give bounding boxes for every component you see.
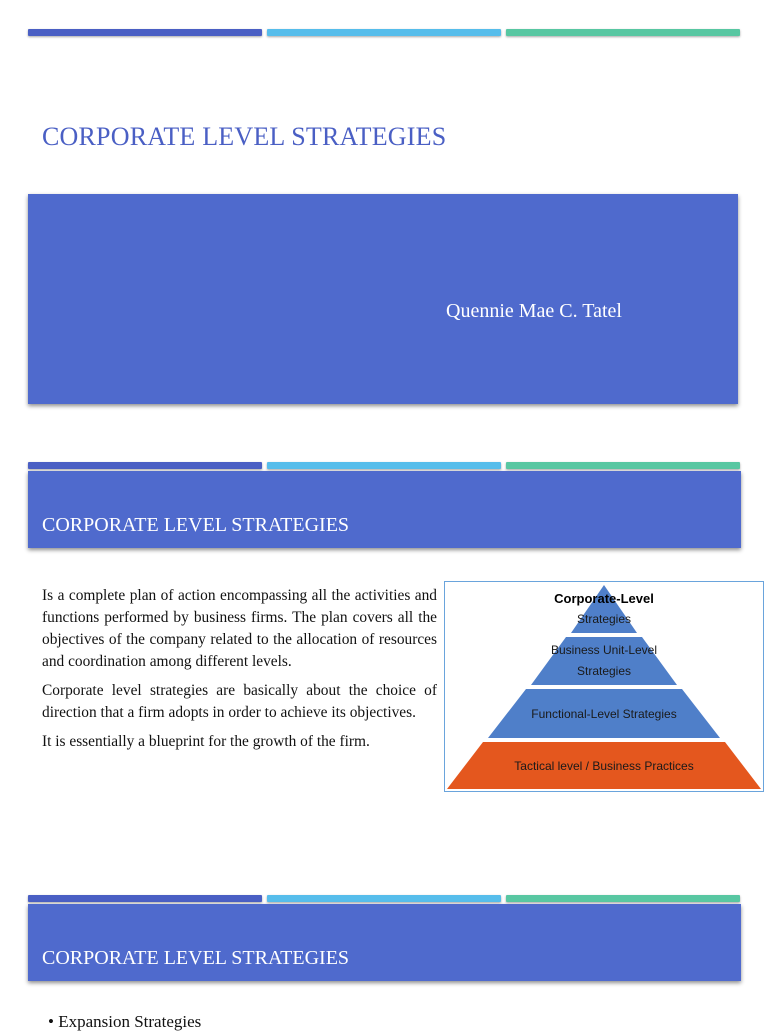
label-business-unit-line1: Business Unit-Level	[550, 643, 658, 657]
slide-2-body	[42, 585, 437, 760]
paragraph-direction: Corporate level strategies are basically about the choice of direction that a firm adopts in order to achieve its objectives.	[42, 682, 437, 721]
author-name: Quennie Mae C. Tatel	[446, 300, 622, 322]
slide-1-title: CORPORATE LEVEL STRATEGIES	[42, 122, 447, 151]
accent-bar-light-blue	[267, 29, 501, 36]
label-corporate-line1: Corporate-Level	[554, 591, 654, 606]
paragraph-definition: Is a complete plan of action encompassing all the activities and functions performed by business firms. The plan covers all the objectives of the company related to the allocation of resources and coordination among different levels.	[42, 587, 437, 670]
accent-bar-light-blue	[267, 462, 501, 469]
label-functional: Functional-Level Strategies	[531, 707, 677, 721]
strategy-pyramid-diagram	[444, 581, 764, 792]
accent-bar-green	[506, 895, 740, 902]
accent-bar-light-blue	[267, 895, 501, 902]
slide-2-title: CORPORATE LEVEL STRATEGIES	[42, 514, 350, 536]
accent-bar-dark-blue	[28, 895, 262, 902]
label-tactical: Tactical level / Business Practices	[514, 759, 694, 773]
label-business-unit-line2: Strategies	[576, 664, 632, 678]
title-panel	[28, 194, 738, 404]
slide-3-title: CORPORATE LEVEL STRATEGIES	[42, 947, 350, 969]
accent-bar-dark-blue	[28, 462, 262, 469]
accent-bar-green	[506, 29, 740, 36]
paragraph-blueprint: It is essentially a blueprint for the growth of the firm.	[42, 733, 370, 750]
accent-bar-dark-blue	[28, 29, 262, 36]
label-corporate-line2: Strategies	[576, 612, 632, 626]
slide-3-bullet-partial: • Expansion Strategies	[48, 1012, 202, 1031]
accent-bar-green	[506, 462, 740, 469]
